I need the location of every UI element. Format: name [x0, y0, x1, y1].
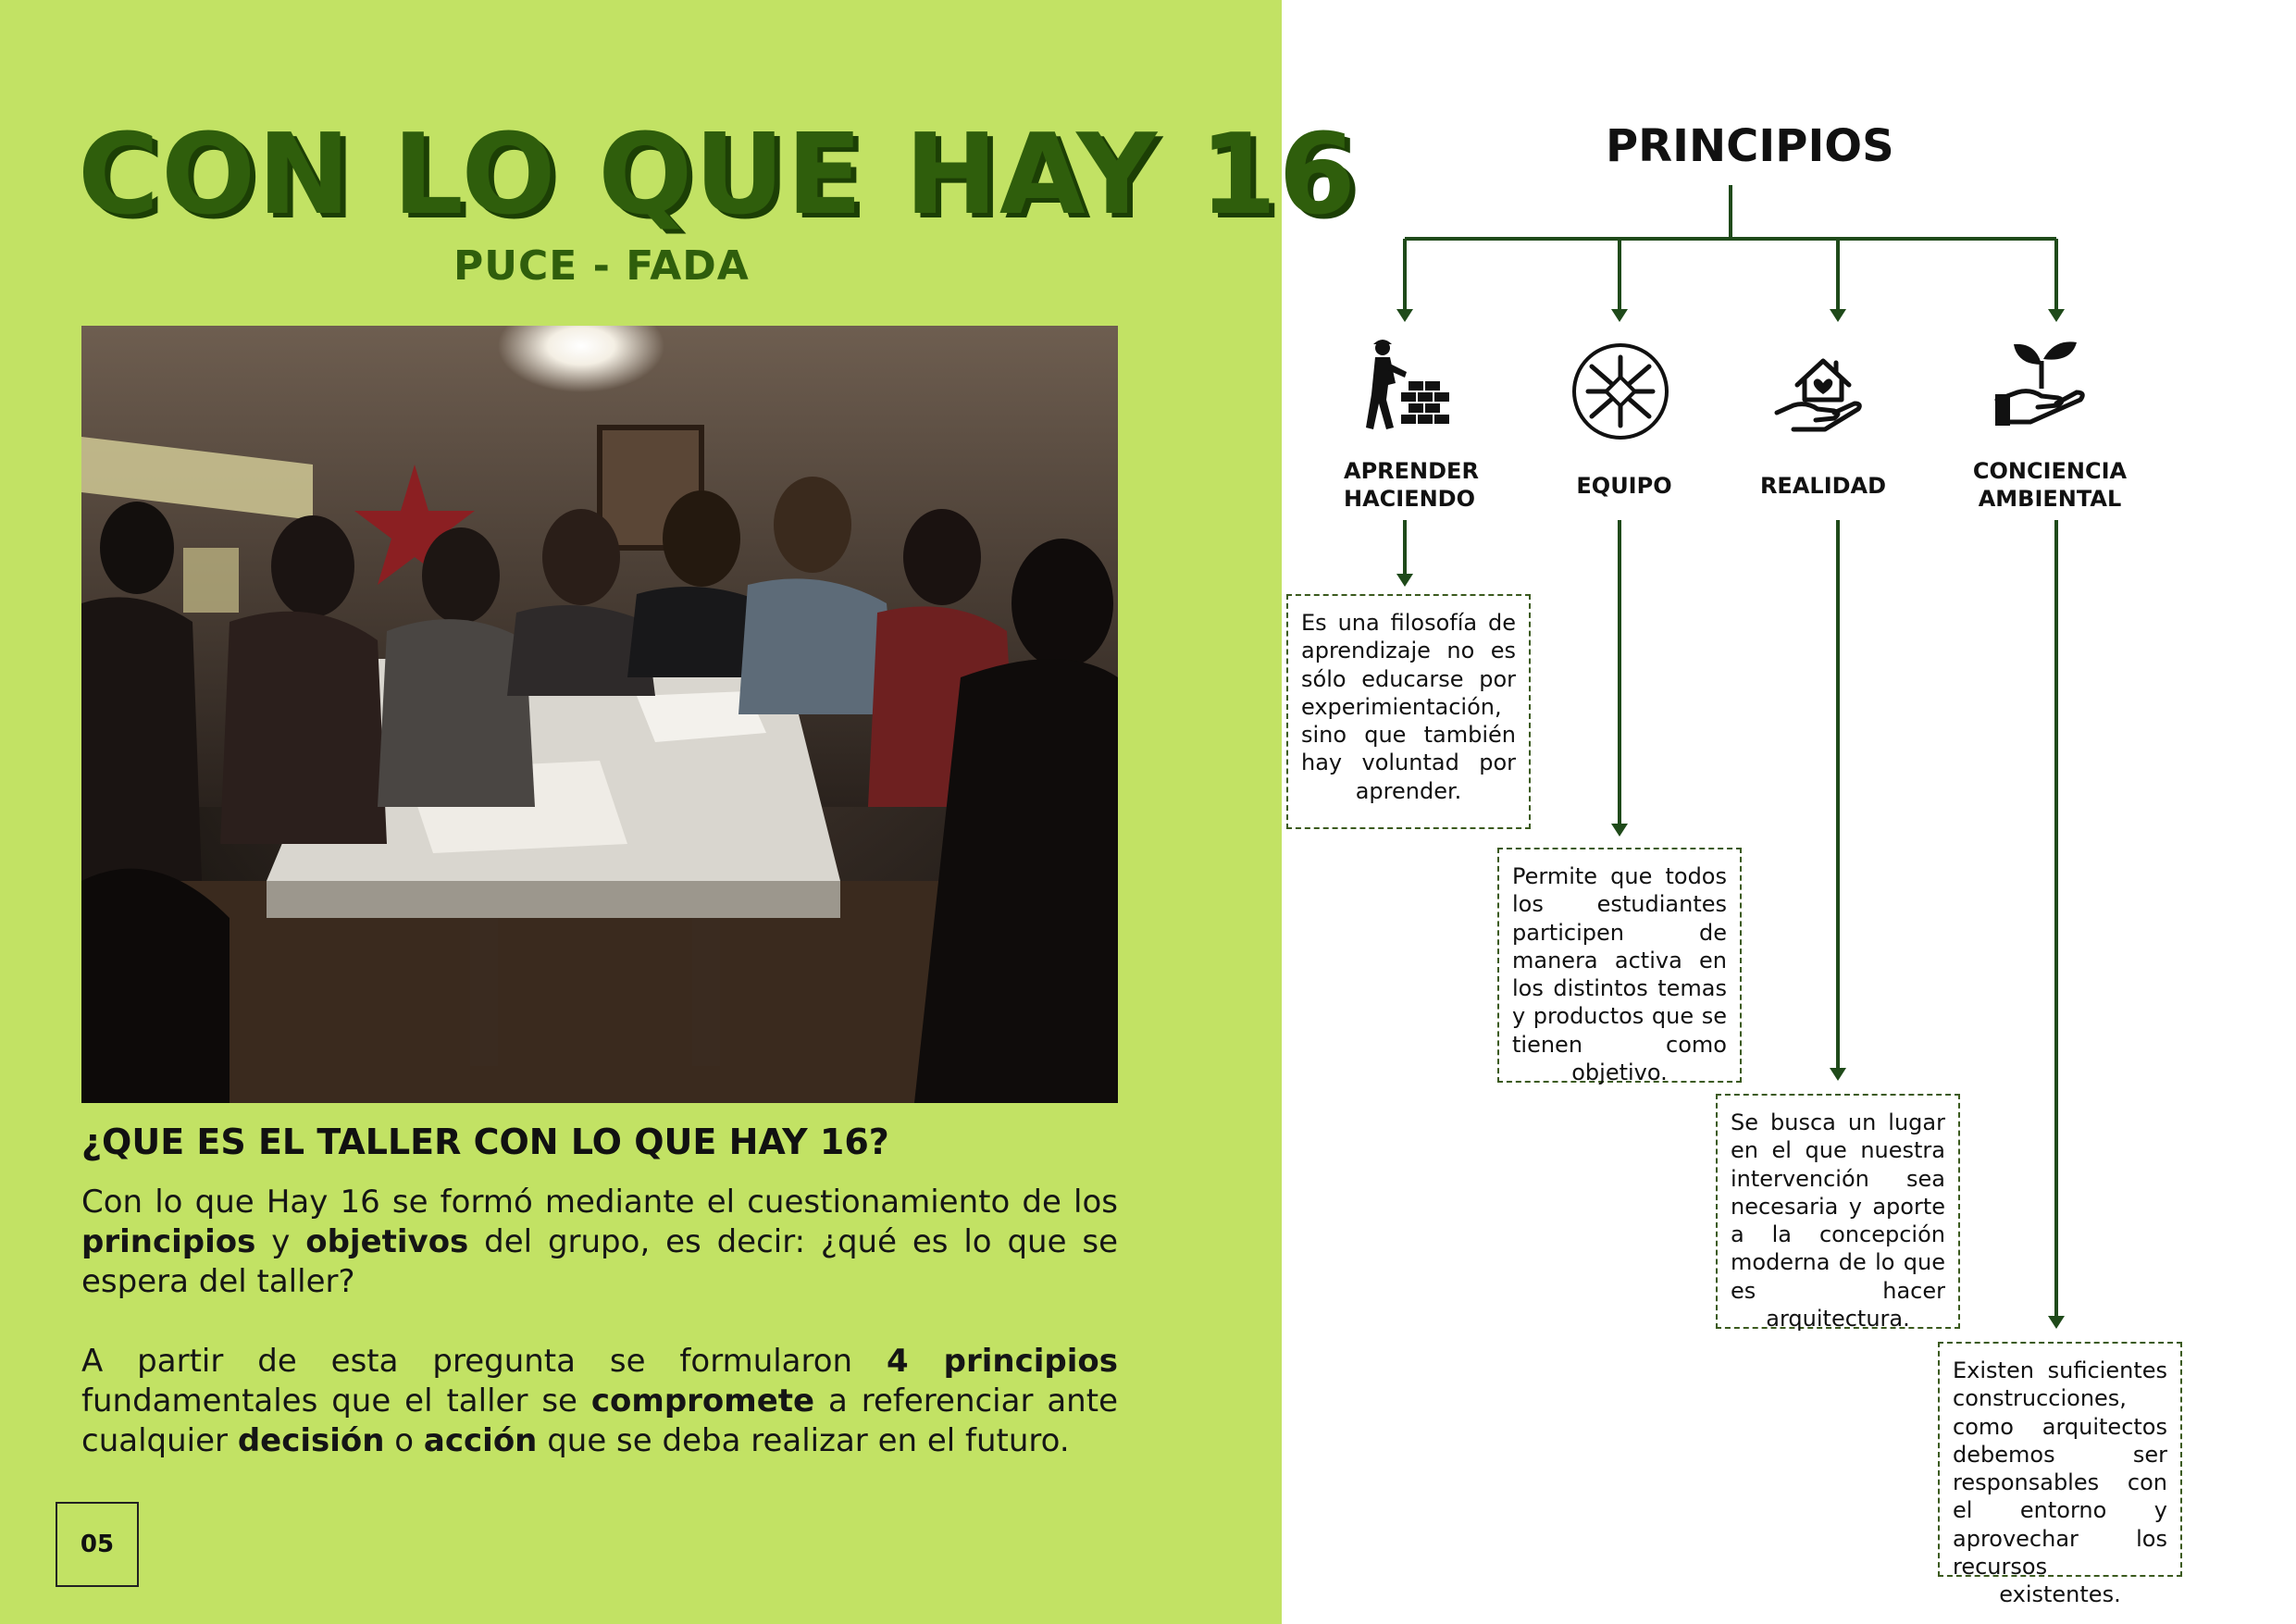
page-title: CON LO QUE HAY 16 [78, 111, 1358, 240]
label-line: HACIENDO [1344, 486, 1476, 512]
text-segment: del grupo, es decir: ¿qué es lo que se espera del taller? [81, 1223, 1118, 1300]
team-hands-icon [1570, 341, 1671, 442]
description-aprender-haciendo: Es una filosofía de aprendizaje no es sólo educarse por experimientación, sino que también hay voluntad por aprender. [1286, 594, 1531, 829]
principle-label-conciencia-ambiental [1971, 457, 2128, 513]
house-in-hand-icon [1769, 344, 1871, 446]
bold-segment: 4 principios [887, 1343, 1118, 1380]
bold-segment: objetivos [305, 1223, 469, 1260]
description-conciencia-ambiental: Existen suficientes construcciones, como arquitectos debemos ser responsables con el entorno y aprovechar los recursos existentes. [1938, 1342, 2182, 1577]
diagram-title: PRINCIPIOS [1606, 120, 1894, 172]
label-line: REALIDAD [1759, 473, 1887, 499]
description-realidad: Se busca un lugar en el que nuestra intervención sea necesaria y aporte a la concepción moderna de lo que es hacer arquitectura. [1716, 1094, 1960, 1329]
principle-label-realidad [1758, 472, 1888, 500]
worker-bricks-icon [1353, 335, 1455, 437]
principle-label-equipo [1564, 472, 1684, 500]
text-segment: Con lo que Hay 16 se formó mediante el cuestionamiento de los [81, 1184, 1118, 1221]
page-subtitle: PUCE - FADA [453, 242, 750, 290]
page-number: 05 [56, 1502, 139, 1587]
text-segment: que se deba realizar en el futuro. [537, 1422, 1070, 1459]
bold-segment: compromete [590, 1382, 815, 1419]
label-line: AMBIENTAL [1978, 486, 2122, 512]
principle-label-aprender-haciendo [1344, 457, 1479, 513]
description-equipo: Permite que todos los estudiantes participen de manera activa en los distintos temas y productos que se tienen como objetivo. [1497, 848, 1742, 1083]
label-line: CONCIENCIA [1972, 458, 2128, 484]
text-segment: o [384, 1422, 424, 1459]
text-segment: fundamentales que el taller se [81, 1382, 591, 1419]
bold-segment: principios [81, 1223, 256, 1260]
bold-segment: acción [423, 1422, 538, 1459]
label-line: EQUIPO [1576, 473, 1672, 499]
bold-segment: decisión [237, 1422, 385, 1459]
section-question: ¿QUE ES EL TALLER CON LO QUE HAY 16? [81, 1122, 889, 1162]
plant-in-hand-icon [1990, 333, 2091, 435]
text-segment: A partir de esta pregunta se formularon [81, 1343, 887, 1380]
label-line: APRENDER [1344, 458, 1479, 484]
text-segment: y [255, 1223, 306, 1260]
text-segment: a referenciar ante cualquier [81, 1382, 1118, 1459]
